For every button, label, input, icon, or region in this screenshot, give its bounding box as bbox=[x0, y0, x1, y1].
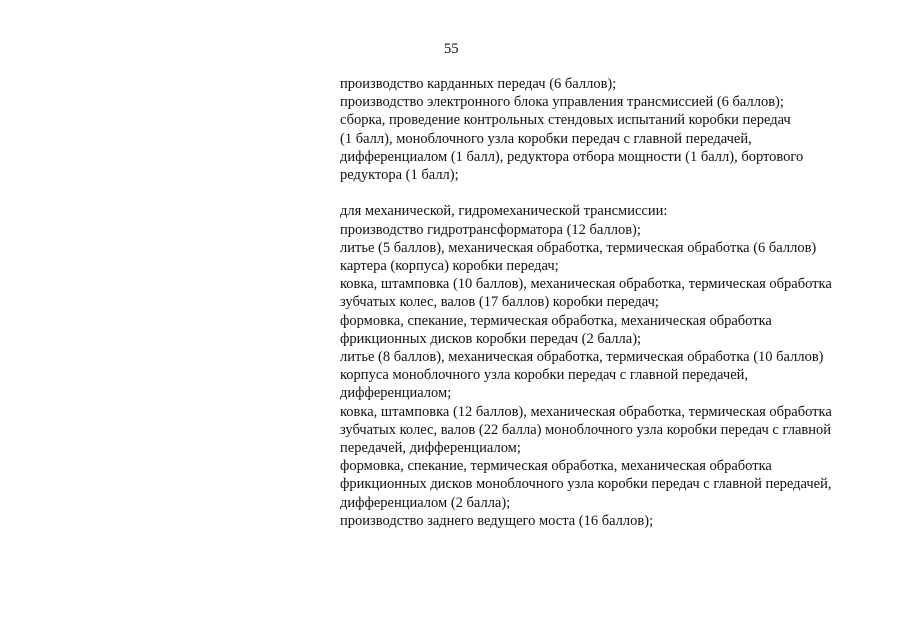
text-line: дифференциалом (1 балл), редуктора отбора мощности (1 балл), бортового bbox=[340, 148, 804, 165]
text-line: зубчатых колес, валов (17 баллов) коробки передач; bbox=[340, 294, 659, 311]
text-line: корпуса моноблочного узла коробки передач с главной передачей, bbox=[340, 367, 749, 384]
paragraph-block-1 bbox=[340, 75, 880, 184]
text-line: для механической, гидромеханической трансмиссии: bbox=[340, 203, 668, 220]
paragraph-block-2 bbox=[340, 202, 880, 530]
text-line: сборка, проведение контрольных стендовых испытаний коробки передач bbox=[340, 112, 791, 129]
text-line: производство карданных передач (6 баллов); bbox=[340, 76, 617, 92]
text-line: фрикционных дисков моноблочного узла коробки передач с главной передачей, bbox=[340, 476, 832, 493]
paragraph-gap bbox=[340, 184, 880, 202]
text-line: дифференциалом (2 балла); bbox=[340, 494, 511, 511]
text-line: формовка, спекание, термическая обработка, механическая обработка bbox=[340, 458, 772, 475]
text-line: передачей, дифференциалом; bbox=[340, 440, 521, 457]
text-line: дифференциалом; bbox=[340, 385, 452, 402]
text-line: литье (8 баллов), механическая обработка, термическая обработка (10 баллов) bbox=[340, 349, 824, 366]
text-line: зубчатых колес, валов (22 балла) моноблочного узла коробки передач с главной bbox=[340, 421, 831, 438]
text-line: картера (корпуса) коробки передач; bbox=[340, 258, 559, 275]
text-line: редуктора (1 балл); bbox=[340, 167, 459, 184]
text-line: фрикционных дисков коробки передач (2 балла); bbox=[340, 330, 642, 347]
text-line: формовка, спекание, термическая обработка, механическая обработка bbox=[340, 312, 772, 329]
text-line: (1 балл), моноблочного узла коробки передач с главной передачей, bbox=[340, 130, 752, 147]
text-line: ковка, штамповка (10 баллов), механическая обработка, термическая обработка bbox=[340, 276, 832, 293]
text-line: производство заднего ведущего моста (16 баллов); bbox=[340, 512, 654, 529]
document-body bbox=[340, 75, 880, 530]
text-line: литье (5 баллов), механическая обработка, термическая обработка (6 баллов) bbox=[340, 239, 817, 256]
text-line: производство гидротрансформатора (12 баллов); bbox=[340, 221, 641, 238]
page-number: 55 bbox=[444, 41, 459, 57]
text-line: производство электронного блока управления трансмиссией (6 баллов); bbox=[340, 94, 784, 111]
text-line: ковка, штамповка (12 баллов), механическая обработка, термическая обработка bbox=[340, 403, 832, 420]
